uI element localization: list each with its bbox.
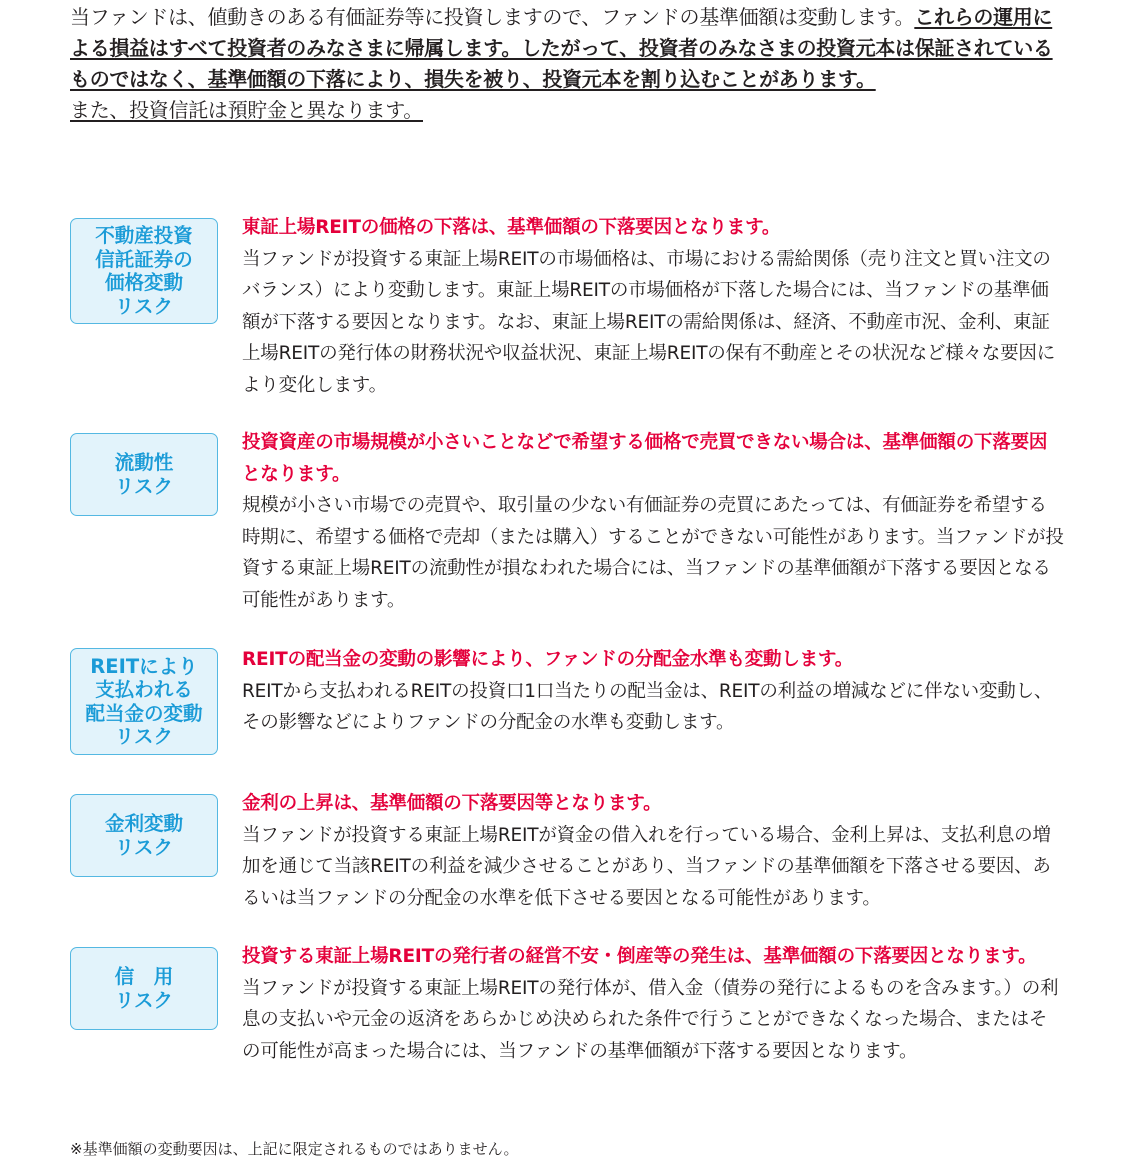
- risk-description: REITから支払われるREITの投資口1口当たりの配当金は、REITの利益の増減などに伴ない変動し、その影響などによりファンドの分配金の水準も変動します。: [242, 680, 1053, 733]
- risk-description: 当ファンドが投資する東証上場REITが資金の借入れを行っている場合、金利上昇は、支払利息の増加を通じて当該REITの利益を減少させることがあり、当ファンドの基準価額を下落させる要因、あるいは当ファンドの分配金の水準を低下させる要因となる可能性があります。: [242, 824, 1051, 909]
- risk-body: [242, 212, 1064, 401]
- intro-line2: また、投資信託は預貯金と異なります。: [70, 98, 423, 122]
- badge-line: 配当金の変動: [85, 701, 203, 725]
- risk-body: [242, 644, 1064, 739]
- badge-line: リスク: [114, 835, 174, 859]
- badge-line: 流動性: [114, 451, 174, 474]
- risk-body: [242, 788, 1064, 914]
- intro-bold-underlined: これらの運用による損益はすべて投資者のみなさまに帰属します。したがって、投資者のみなさまの投資元本は保証されているものではなく、基準価額の下落により、損失を被り、投資元本を割り込むことがあります。: [70, 5, 1053, 91]
- risk-badge: [70, 218, 218, 324]
- risk-description: 当ファンドが投資する東証上場REITの発行体が、借入金（債券の発行によるものを含みます。）の利息の支払いや元金の返済をあらかじめ決められた条件で行うことができなくなった場合、またはその可能性が高まった場合には、当ファンドの基準価額が下落する要因となります。: [242, 977, 1059, 1062]
- risk-description: 規模が小さい市場での売買や、取引量の少ない有価証券の売買にあたっては、有価証券を希望する時期に、希望する価格で売却（または購入）することができない可能性があります。当ファンドが投資する東証上場REITの流動性が損なわれた場合には、当ファンドの基準価額が下落する要因となる可能性があります。: [242, 495, 1064, 611]
- risk-body: [242, 427, 1064, 616]
- badge-line: 金利変動: [104, 812, 183, 835]
- risk-headline: REITの配当金の変動の影響により、ファンドの分配金水準も変動します。: [242, 649, 854, 670]
- badge-line: 支払われる: [95, 678, 193, 701]
- badge-line: リスク: [114, 474, 174, 498]
- risk-description: 当ファンドが投資する東証上場REITの市場価格は、市場における需給関係（売り注文と買い注文のバランス）により変動します。東証上場REITの市場価格が下落した場合には、当ファンドの基準価額が下落する要因となります。なお、東証上場REITの需給関係は、経済、不動産市況、金利、東証上場REITの発行体の財務状況や収益状況、東証上場REITの保有不動産とその状況など様々な要因により変化します。: [242, 248, 1056, 396]
- intro-plain: 当ファンドは、値動きのある有価証券等に投資しますので、ファンドの基準価額は変動します。: [70, 5, 915, 29]
- risk-headline: 投資する東証上場REITの発行者の経営不安・倒産等の発生は、基準価額の下落要因となります。: [242, 946, 1037, 967]
- intro-paragraph: [70, 2, 1065, 126]
- badge-line: リスク: [114, 725, 174, 748]
- badge-line: REITにより: [90, 654, 198, 678]
- footnote: ※基準価額の変動要因は、上記に限定されるものではありません。: [70, 1140, 519, 1158]
- badge-line: 信託証券の: [95, 247, 193, 271]
- risk-body: [242, 941, 1064, 1067]
- risk-headline: 金利の上昇は、基準価額の下落要因等となります。: [242, 793, 662, 814]
- badge-line: 価格変動: [104, 271, 183, 294]
- risk-headline: 投資資産の市場規模が小さいことなどで希望する価格で売買できない場合は、基準価額の下落要因となります。: [242, 432, 1048, 485]
- badge-line: リスク: [114, 988, 174, 1012]
- badge-line: 不動産投資: [95, 224, 193, 247]
- risk-badge: [70, 794, 218, 877]
- badge-line: リスク: [114, 294, 174, 318]
- risk-badge: [70, 648, 218, 755]
- risk-headline: 東証上場REITの価格の下落は、基準価額の下落要因となります。: [242, 217, 781, 238]
- badge-line: 信 用: [114, 965, 174, 988]
- risk-badge: [70, 433, 218, 516]
- risk-badge: [70, 947, 218, 1030]
